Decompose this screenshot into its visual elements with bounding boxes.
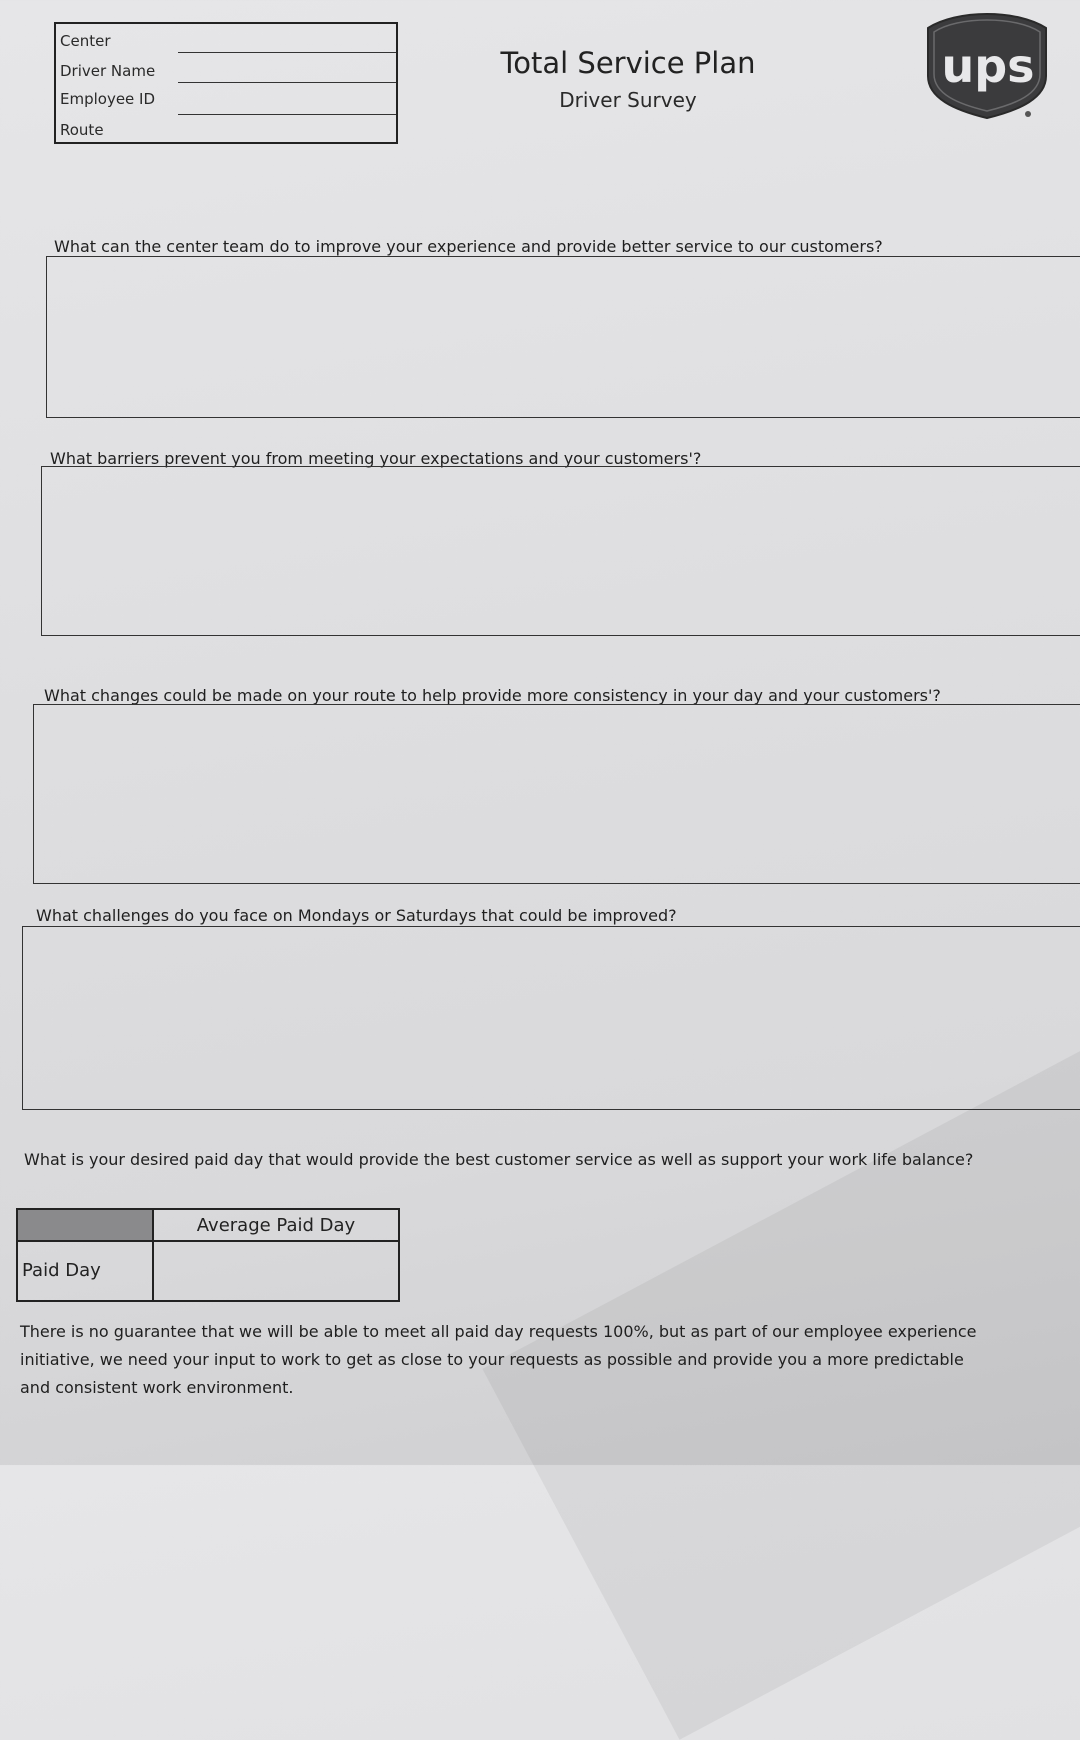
driver-name-label: Driver Name: [60, 62, 156, 80]
paid-day-row-label: Paid Day: [18, 1242, 154, 1300]
employee-info-box: [54, 22, 398, 144]
paid-day-value-cell[interactable]: [154, 1242, 398, 1300]
route-label: Route: [60, 121, 104, 139]
question-route-changes: What changes could be made on your route to help provide more consistency in your day and your customers'?: [44, 686, 941, 705]
page-subtitle: Driver Survey: [559, 88, 697, 112]
employee-id-field[interactable]: [178, 114, 396, 115]
svg-text:ups: ups: [941, 39, 1035, 93]
paid-day-table: [16, 1208, 400, 1302]
paid-day-table-corner: [18, 1210, 154, 1242]
ups-logo-icon: [924, 10, 1050, 122]
page-title: Total Service Plan: [500, 46, 756, 80]
driver-name-field[interactable]: [178, 82, 396, 83]
average-paid-day-header: Average Paid Day: [154, 1210, 398, 1242]
question-improve-experience: What can the center team do to improve your experience and provide better service to our customers?: [54, 237, 883, 256]
disclaimer-note: There is no guarantee that we will be able to meet all paid day requests 100%, but as part of our employee experience initiative, we need your input to work to get as close to your requests as possible and provide you a more predictable and consistent work environment.: [20, 1322, 977, 1397]
question-paid-day: What is your desired paid day that would provide the best customer service as well as support your work life balance?: [24, 1150, 974, 1169]
employee-id-label: Employee ID: [60, 90, 156, 108]
answer-box-monday-saturday[interactable]: [22, 926, 1080, 1110]
answer-box-improve-experience[interactable]: [46, 256, 1080, 418]
question-monday-saturday: What challenges do you face on Mondays or Saturdays that could be improved?: [36, 906, 677, 925]
center-field[interactable]: [178, 52, 396, 53]
center-label: Center: [60, 32, 111, 50]
answer-box-route-changes[interactable]: [33, 704, 1080, 884]
question-barriers: What barriers prevent you from meeting your expectations and your customers'?: [50, 449, 702, 468]
answer-box-barriers[interactable]: [41, 466, 1080, 636]
